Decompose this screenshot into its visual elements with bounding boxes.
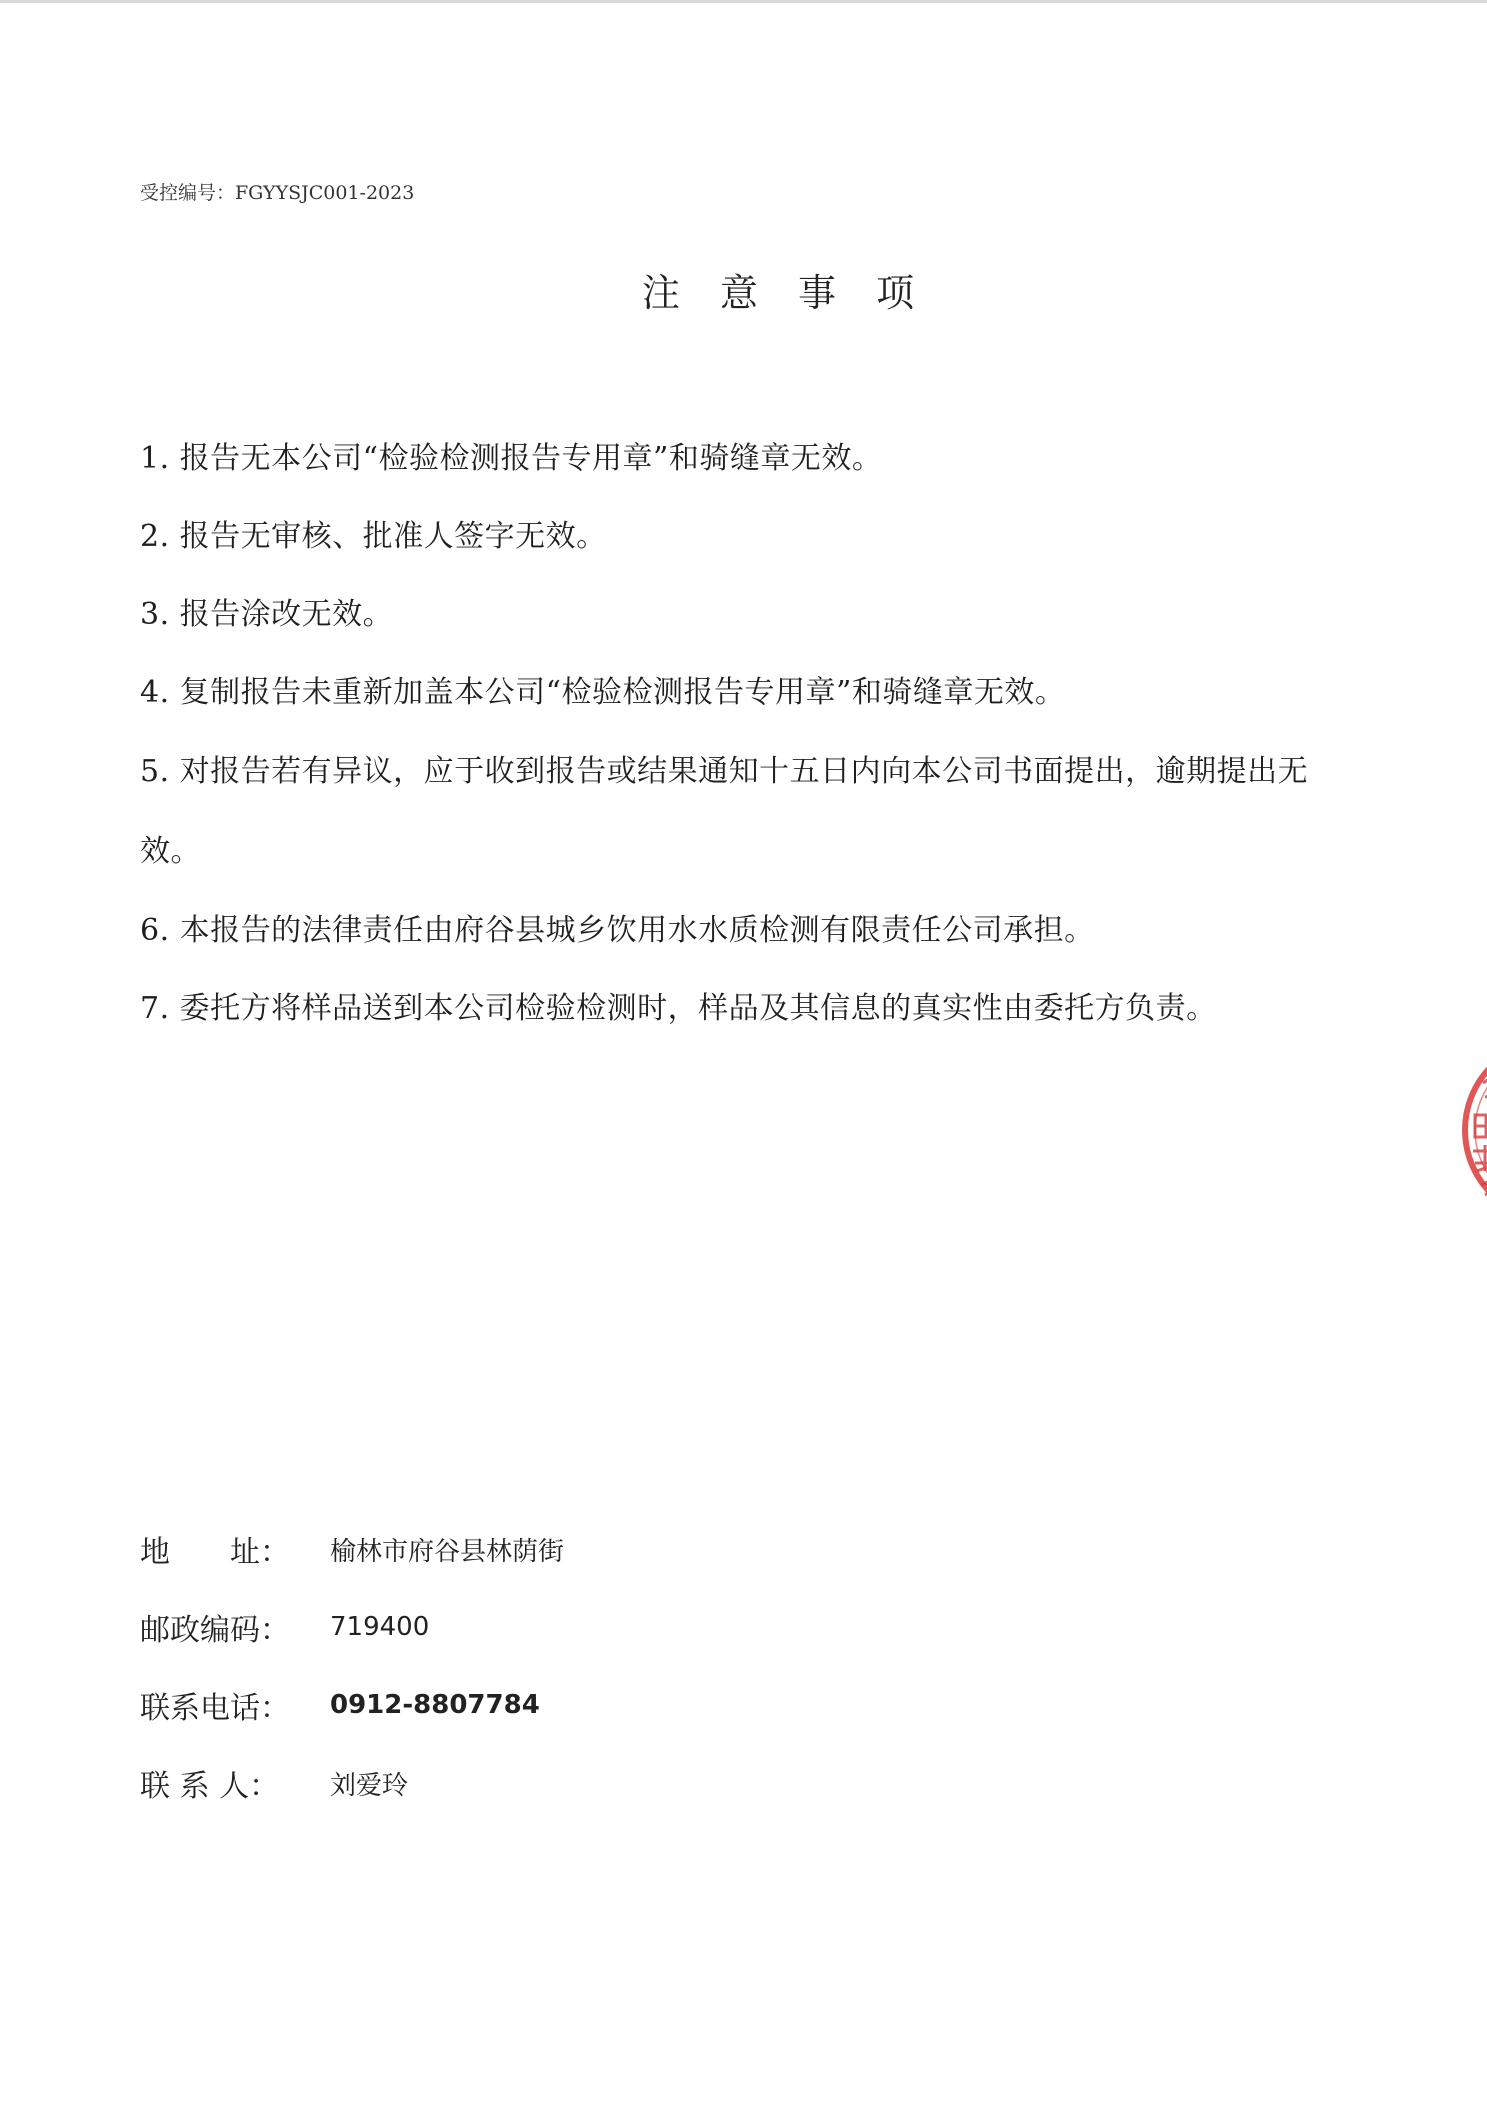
notice-item-6: 6. 本报告的法律责任由府谷县城乡饮用水水质检测有限责任公司承担。 (140, 913, 1095, 948)
person-value: 刘爱玲 (330, 1770, 409, 1801)
page-top-edge (0, 0, 1487, 3)
notice-item-3: 3. 报告涂改无效。 (140, 597, 394, 632)
seal-glyph-2 (1475, 1115, 1487, 1137)
contact-row-phone (140, 1666, 1040, 1744)
notice-item-4: 4. 复制报告未重新加盖本公司“检验检测报告专用章”和骑缝章无效。 (140, 675, 1066, 710)
notice-item-2: 2. 报告无审核、批准人签字无效。 (140, 519, 607, 554)
notice-item-7: 7. 委托方将样品送到本公司检验检测时，样品及其信息的真实性由委托方负责。 (140, 991, 1217, 1026)
address-value: 榆林市府谷县林荫街 (330, 1536, 565, 1567)
postcode-value: 719400 (330, 1612, 430, 1642)
address-label: 地 址： (140, 1535, 290, 1570)
notice-item-5: 5. 对报告若有异议，应于收到报告或结果通知十五日内向本公司书面提出，逾期提出无效。 (140, 754, 1309, 869)
contact-row-person (140, 1744, 1040, 1822)
notice-list (140, 420, 1350, 1048)
phone-label: 联系电话： (140, 1691, 290, 1726)
control-number: 受控编号：FGYYSJC001-2023 (140, 182, 415, 204)
page-title: 注 意 事 项 (641, 271, 929, 315)
person-label: 联 系 人： (140, 1769, 280, 1804)
seal-stamp-icon (1455, 1035, 1487, 1225)
postcode-label: 邮政编码： (140, 1613, 290, 1648)
contact-block (140, 1510, 1040, 1822)
contact-row-postcode (140, 1588, 1040, 1666)
notice-item-1: 1. 报告无本公司“检验检测报告专用章”和骑缝章无效。 (140, 441, 883, 476)
phone-value: 0912-8807784 (330, 1690, 540, 1720)
contact-row-address (140, 1510, 1040, 1588)
